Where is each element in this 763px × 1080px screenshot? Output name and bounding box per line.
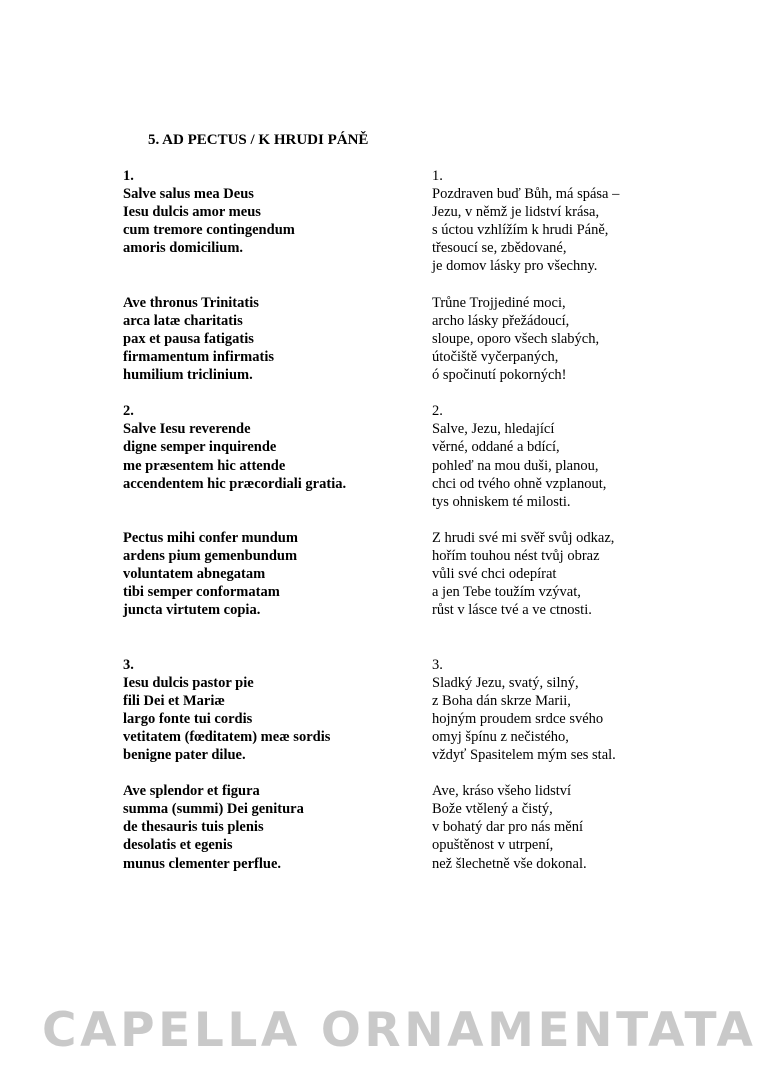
verse-line: věrné, oddané a bdící, <box>432 439 560 456</box>
verse-line: v bohatý dar pro nás mění <box>432 819 584 836</box>
verse-line: pax et pausa fatigatis <box>123 330 254 347</box>
verse-line: omyj špínu z nečistého, <box>432 728 569 745</box>
stanza-2-number: 2. <box>432 403 443 420</box>
verse-line: útočiště vyčerpaných, <box>432 348 559 365</box>
verse-line: juncta virtutem copia. <box>123 602 261 619</box>
verse-line: ardens pium gemenbundum <box>123 547 298 564</box>
verse-line: Bože vtělený a čistý, <box>432 801 553 818</box>
verse-line: vetitatem (fœditatem) meæ sordis <box>123 728 331 745</box>
verse-line: arca latæ charitatis <box>123 312 243 329</box>
verse-line: vůli své chci odepírat <box>432 566 557 583</box>
verse-line: pohleď na mou duši, planou, <box>432 457 599 474</box>
verse-line: růst v lásce tvé a ve ctnosti. <box>432 602 592 619</box>
verse-line: Pectus mihi confer mundum <box>123 529 298 546</box>
verse-line: Sladký Jezu, svatý, silný, <box>432 674 579 691</box>
verse-line: firmamentum infirmatis <box>123 348 275 365</box>
verse-line: než šlechetně vše dokonal. <box>432 855 587 872</box>
verse-line: accendentem hic præcordiali gratia. <box>123 475 347 492</box>
verse-line: digne semper inquirende <box>123 439 277 456</box>
verse-line: Salve Iesu reverende <box>123 421 251 438</box>
verse-line: archo lásky přežádoucí, <box>432 312 570 329</box>
verse-line: a jen Tebe toužím vzývat, <box>432 584 581 601</box>
verse-line: třesoucí se, zbědované, <box>432 240 567 257</box>
verse-line: Pozdraven buď Bůh, má spása – <box>432 186 620 203</box>
verse-line: Z hrudi své mi svěř svůj odkaz, <box>432 529 615 546</box>
verse-line: Ave, kráso všeho lidství <box>432 783 572 800</box>
verse-line: vždyť Spasitelem mým ses stal. <box>432 747 616 763</box>
verse-line: hořím touhou nést tvůj obraz <box>432 547 600 564</box>
verse-line: Iesu dulcis pastor pie <box>123 674 254 691</box>
verse-line: Iesu dulcis amor meus <box>123 204 261 221</box>
verse-line: hojným proudem srdce svého <box>432 710 604 727</box>
verse-line: Trůne Trojjediné moci, <box>432 294 566 311</box>
document-title: 5. AD PECTUS / K HRUDI PÁNĚ <box>148 132 369 148</box>
latin-column <box>123 167 443 873</box>
stanza-3-number: 3. <box>432 656 443 673</box>
verse-line: benigne pater dilue. <box>123 747 246 763</box>
verse-line: z Boha dán skrze Marii, <box>432 692 571 709</box>
verse-line: fili Dei et Mariæ <box>123 692 225 709</box>
stanza-3-number: 3. <box>123 656 134 673</box>
verse-line: Salve, Jezu, hledající <box>432 421 555 438</box>
verse-line: ó spočinutí pokorných! <box>432 367 567 384</box>
verse-line: largo fonte tui cordis <box>123 710 253 727</box>
verse-line: opuštěnost v utrpení, <box>432 837 554 854</box>
stanza-1-number: 1. <box>432 168 443 184</box>
verse-line: sloupe, oporo všech slabých, <box>432 330 600 347</box>
verse-line: amoris domicilium. <box>123 240 244 257</box>
verse-line: voluntatem abnegatam <box>123 566 266 583</box>
verse-line: Ave thronus Trinitatis <box>123 294 259 311</box>
verse-line: tys ohniskem té milosti. <box>432 493 571 510</box>
verse-line: humilium triclinium. <box>123 367 253 384</box>
verse-line: desolatis et egenis <box>123 837 233 854</box>
verse-line: je domov lásky pro všechny. <box>432 258 598 275</box>
verse-line: Ave splendor et figura <box>123 783 260 800</box>
stanza-2-number: 2. <box>123 403 134 420</box>
verse-line: munus clementer perflue. <box>123 855 281 872</box>
verse-line: chci od tvého ohně vzplanout, <box>432 475 607 492</box>
verse-line: tibi semper conformatam <box>123 584 280 601</box>
watermark-text: CAPELLA ORNAMENTATA <box>42 1003 757 1058</box>
verse-line: s úctou vzhlížím k hrudi Páně, <box>432 222 609 239</box>
czech-column <box>432 167 752 873</box>
stanza-1-number: 1. <box>123 168 134 184</box>
verse-line: Jezu, v němž je lidství krása, <box>432 204 600 221</box>
verse-line: me præsentem hic attende <box>123 457 286 474</box>
verse-line: summa (summi) Dei genitura <box>123 801 304 818</box>
verse-line: cum tremore contingendum <box>123 222 295 239</box>
verse-line: de thesauris tuis plenis <box>123 819 264 836</box>
verse-line: Salve salus mea Deus <box>123 186 254 203</box>
